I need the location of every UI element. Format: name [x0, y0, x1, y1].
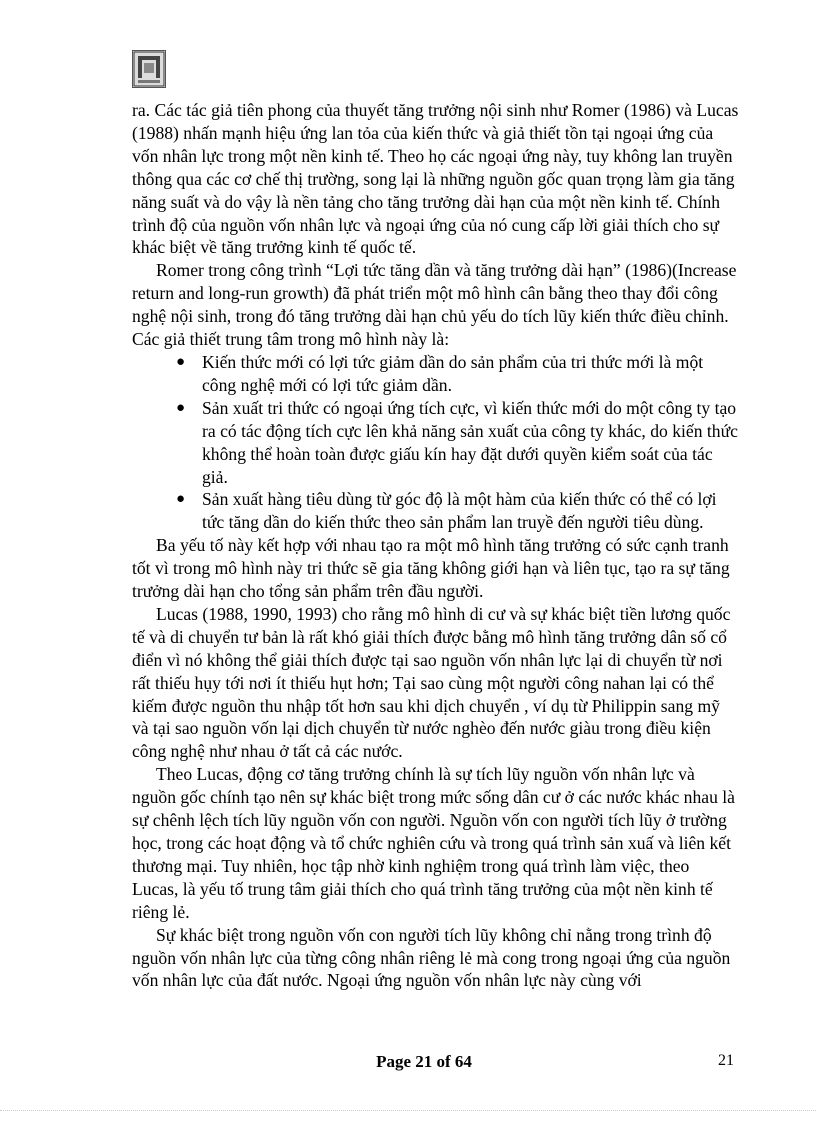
bullet-icon: ●	[176, 399, 186, 416]
paragraph-4: Lucas (1988, 1990, 1993) cho rằng mô hình di cư và sự khác biệt tiền lương quốc tế và di chuyển tư bản là rất khó giải thích được bằng mô hình tăng trưởng dân số cổ điển vì nó không thể giải thích được tại sao nguồn vốn nhân lực lại di chuyển từ nơi rất thiếu hụy tới nơi ít thiếu hụt hơn; Tại sao cùng một người công nahan lại có thể kiếm được nguồn thu nhập tốt hơn sau khi dịch chuyển , ví dụ từ Philippin sang mỹ và tại sao nguồn vốn lại dịch chuyển từ nước nghèo đến nước giàu trong điều kiện công nghệ như nhau ở tất cả các nước.	[132, 603, 731, 762]
page-bottom-rule	[0, 1110, 816, 1111]
list-item: ● Sản xuất tri thức có ngoại ứng tích cực, vì kiến thức mới do một công ty tạo ra có tác động tích cực lên khả năng sản xuất của công ty khác, do kiến thức không thể hoàn toàn được giấu kín hay đặt dưới quyền kiểm soát của tác giả.	[176, 397, 738, 487]
assumption-list	[132, 351, 740, 534]
page-number: 21	[718, 1052, 734, 1069]
paragraph-6: Sự khác biệt trong nguồn vốn con người tích lũy không chỉ nằng trong trình độ nguồn vốn nhân lực của từng công nhân riêng lẻ mà cong trong ngoại ứng của nguồn vốn nhân lực của đất nước. Ngoại ứng nguồn vốn nhân lực này cùng với	[132, 924, 731, 991]
document-logo-icon	[132, 50, 166, 88]
paragraph-5: Theo Lucas, động cơ tăng trưởng chính là sự tích lũy nguồn vốn nhân lực và nguồn gốc chính tạo nên sự khác biệt trong mức sống dân cư ở các nước khác nhau là sự chênh lệch tích lũy nguồn vốn con người. Nguồn vốn con người tích lũy ở trường học, trong các hoạt động và tổ chức nghiên cứu và trong quá trình sản xuấ và liên kết thương mại. Tuy nhiên, học tập nhờ kinh nghiệm trong quá trình làm việc, theo Lucas, là yếu tố trung tâm giải thích cho quá trình tăng trưởng của một nền kinh tế riêng lẻ.	[132, 764, 735, 922]
bullet-icon: ●	[176, 491, 186, 508]
document-body	[132, 99, 740, 992]
paragraph-2: Romer trong công trình “Lợi tức tăng dần và tăng trưởng dài hạn” (1986)(Increase return and long-run growth) đã phát triển một mô hình cân bằng theo thay đổi công nghệ nội sinh, trong đó tăng trưởng dài hạn chủ yếu do tích lũy kiến thức điều chỉnh. Các giả thiết trung tâm trong mô hình này là:	[132, 260, 737, 350]
list-item: ● Kiến thức mới có lợi tức giảm dần do sản phẩm của tri thức mới là một công nghệ mới có lợi tức giảm dần.	[176, 351, 704, 395]
page-label: Page 21 of 64	[376, 1052, 472, 1071]
bullet-icon: ●	[176, 353, 186, 370]
paragraph-1: ra. Các tác giả tiên phong của thuyết tăng trưởng nội sinh như Romer (1986) và Lucas (1988) nhấn mạnh hiệu ứng lan tỏa của kiến thức và giả thiết tồn tại ngoại ứng của vốn nhân lực trong một nền kinh tế. Theo họ các ngoại ứng này, tuy không lan truyền thông qua các cơ chế thị trường, song lại là những nguồn gốc quan trọng làm gia tăng năng suất và do vậy là nền tảng cho tăng trưởng dài hạn của một nền kinh tế. Chính trình độ của nguồn vốn nhân lực và ngoại ứng của nó cung cấp lời giải thích cho sự khác biệt về tăng trưởng kinh tế quốc tế.	[132, 100, 739, 258]
paragraph-3: Ba yếu tố này kết hợp với nhau tạo ra một mô hình tăng trưởng có sức cạnh tranh tốt vì trong mô hình này tri thức sẽ gia tăng không giới hạn và liên tục, tạo ra sự tăng trưởng dài hạn cho tổng sản phẩm trên đầu người.	[132, 535, 730, 602]
list-item: ● Sản xuất hàng tiêu dùng từ góc độ là một hàm của kiến thức có thể có lợi tức tăng dần do kiến thức theo sản phẩm lan truyề đến người tiêu dùng.	[176, 489, 717, 533]
